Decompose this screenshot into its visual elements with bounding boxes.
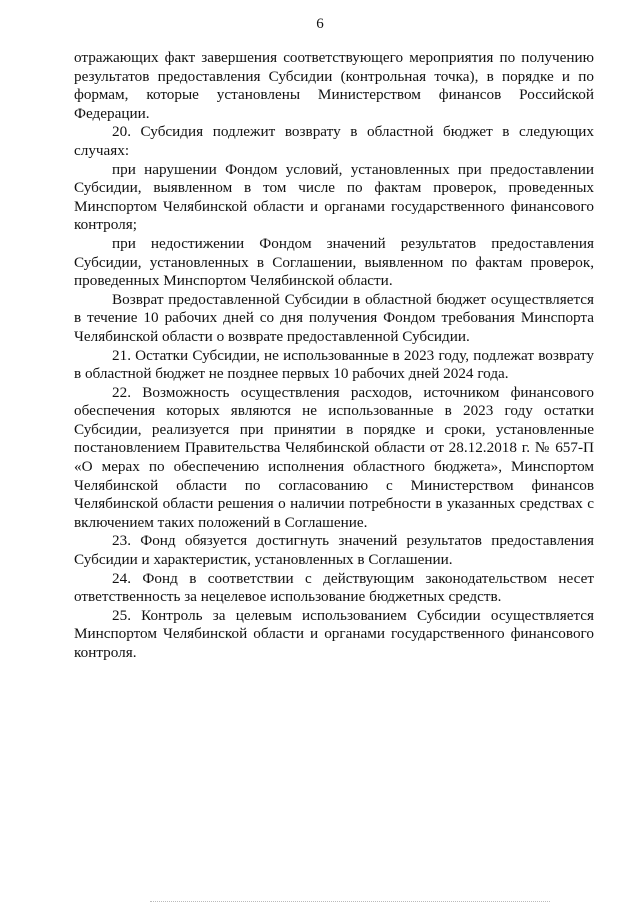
paragraph-continuation: отражающих факт завершения соответствующего мероприятия по получению результатов предоставления Субсидии (контрольная точка), в порядке и по формам, которые установлены Министерством финансов Российской Федерации. — [74, 49, 594, 122]
document-body — [74, 49, 594, 663]
paragraph-refund-term: Возврат предоставленной Субсидии в областной бюджет осуществляется в течение 10 рабочих дней со дня получения Фондом требования Минспорта Челябинской области о возврате предоставленной Субсидии. — [74, 290, 594, 345]
paragraph-item-20-case-2: при недостижении Фондом значений результатов предоставления Субсидии, установленных в Соглашении, выявленном по фактам проверок, проведенных Минспортом Челябинской области. — [74, 234, 594, 290]
page-number: 6 — [316, 16, 324, 32]
paragraph-item-23: 23. Фонд обязуется достигнуть значений результатов предоставления Субсидии и характеристик, установленных в Соглашении. — [74, 532, 594, 569]
scan-footer-line — [150, 901, 550, 902]
paragraph-item-21: 21. Остатки Субсидии, не использованные в 2023 году, подлежат возврату в областной бюджет не позднее первых 10 рабочих дней 2024 года. — [74, 346, 594, 383]
paragraph-item-22: 22. Возможность осуществления расходов, источником финансового обеспечения которых являются не использованные в 2023 году остатки Субсидии, реализуется при принятии в порядке и сроки, установленные постановлением Правительства Челябинской области от 28.12.2018 г. № 657-П «О мерах по обеспечению исполнения областного бюджета», Минспортом Челябинской области по согласованию с Министерством финансов Челябинской области решения о наличии потребности в указанных средствах с включением таких положений в Соглашение. — [74, 383, 594, 531]
paragraph-item-20-case-1: при нарушении Фондом условий, установленных при предоставлении Субсидии, выявленном в том числе по фактам проверок, проведенных Минспортом Челябинской области и органами государственного финансового контроля; — [74, 160, 594, 234]
paragraph-item-24: 24. Фонд в соответствии с действующим законодательством несет ответственность за нецелевое использование бюджетных средств. — [74, 569, 594, 606]
paragraph-item-20: 20. Субсидия подлежит возврату в областной бюджет в следующих случаях: — [74, 123, 594, 159]
paragraph-item-25: 25. Контроль за целевым использованием Субсидии осуществляется Минспортом Челябинской области и органами государственного финансового контроля. — [74, 606, 594, 661]
